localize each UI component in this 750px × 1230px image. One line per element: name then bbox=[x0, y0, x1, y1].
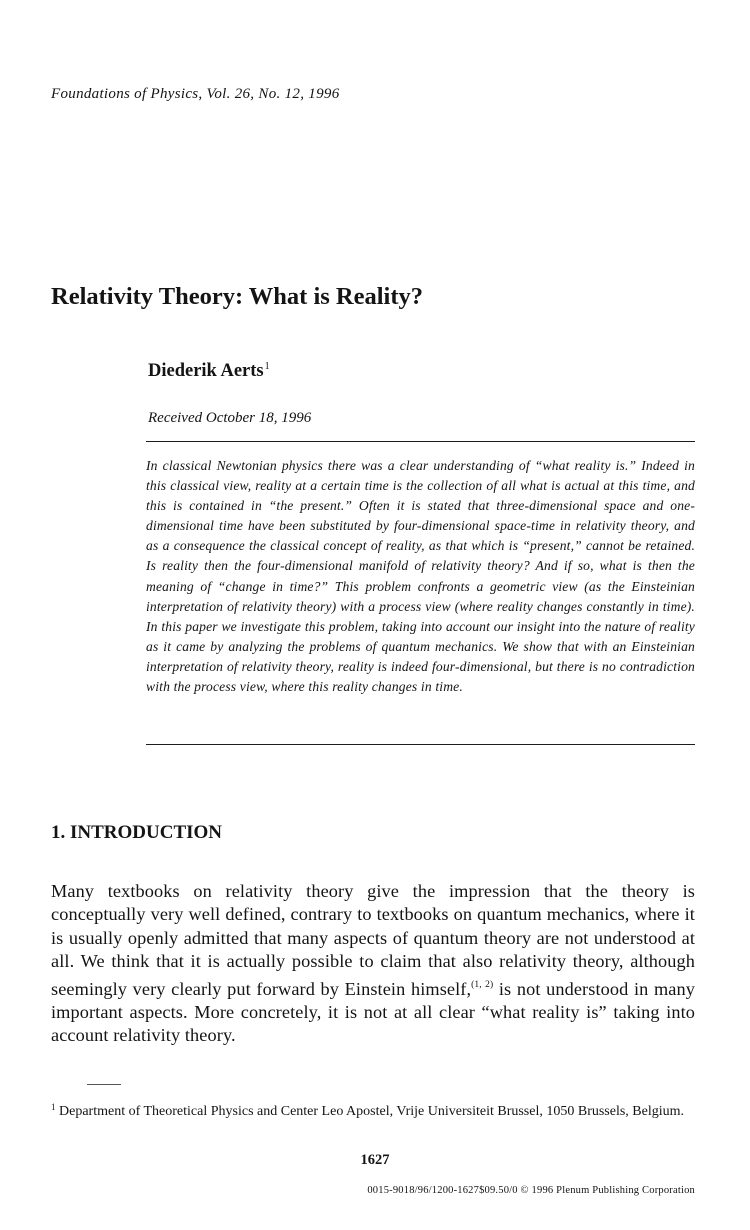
body-text-part1: Many textbooks on relativity theory give the impression that the theory is conceptually very well defined, contrary to textbooks on quantum mechanics, where it is usually openly admitted that many aspects of quantum theory are not understood at all. We think that it is actually possible to claim that also relativity theory, although seemingly very clearly put forward by Einstein himself, bbox=[51, 881, 695, 999]
citation-mark: (1, 2) bbox=[471, 979, 494, 990]
copyright-footer: 0015-9018/96/1200-1627$09.50/0 © 1996 Plenum Publishing Corporation bbox=[367, 1185, 695, 1196]
body-text-part2: is not understood in many important aspects. More concretely, it is not at all clear “what reality is” taking into account relativity theory. bbox=[51, 978, 695, 1046]
section-heading: 1. INTRODUCTION bbox=[51, 822, 223, 843]
journal-citation: Foundations of Physics, Vol. 26, No. 12, 1996 bbox=[51, 86, 340, 102]
abstract: In classical Newtonian physics there was a clear understanding of “what reality is.” Indeed in this classical view, reality at a certain time is the collection of all what is actual at this time, and this is contained in “the present.” Often it is stated that three-dimensional space and one-dimensional time have been substituted by four-dimensional space-time in relativity theory, and as a consequence the classical concept of reality, as that which is “present,” cannot be retained. Is reality then the four-dimensional manifold of relativity theory? And if so, what is then the meaning of “change in time?” This problem confronts a geometric view (as the Einsteinian interpretation of relativity theory) with a process view (where reality changes constantly in time). In this paper we investigate this problem, taking into account our insight into the nature of reality as it came by analyzing the problems of quantum mechanics. We show that with an Einsteinian interpretation of relativity theory, reality is indeed four-dimensional, but there is no contradiction with the process view, where this reality changes in time. bbox=[146, 458, 695, 695]
abstract-top-rule bbox=[146, 441, 695, 442]
author bbox=[148, 361, 270, 382]
footnote bbox=[51, 1097, 695, 1122]
abstract-bottom-rule bbox=[146, 744, 695, 745]
footnote-rule bbox=[87, 1084, 121, 1085]
footnote-mark: 1 bbox=[51, 1102, 56, 1112]
author-name: Diederik Aerts bbox=[148, 361, 264, 381]
body-paragraph bbox=[51, 880, 695, 1048]
author-footnote-mark: 1 bbox=[264, 361, 270, 372]
footnote-text: Department of Theoretical Physics and Center Leo Apostel, Vrije Universiteit Brussel, 1050 Brussels, Belgium. bbox=[55, 1104, 685, 1119]
received-date: Received October 18, 1996 bbox=[148, 410, 312, 426]
paper-title: Relativity Theory: What is Reality? bbox=[51, 283, 424, 310]
page-number: 1627 bbox=[360, 1152, 390, 1168]
